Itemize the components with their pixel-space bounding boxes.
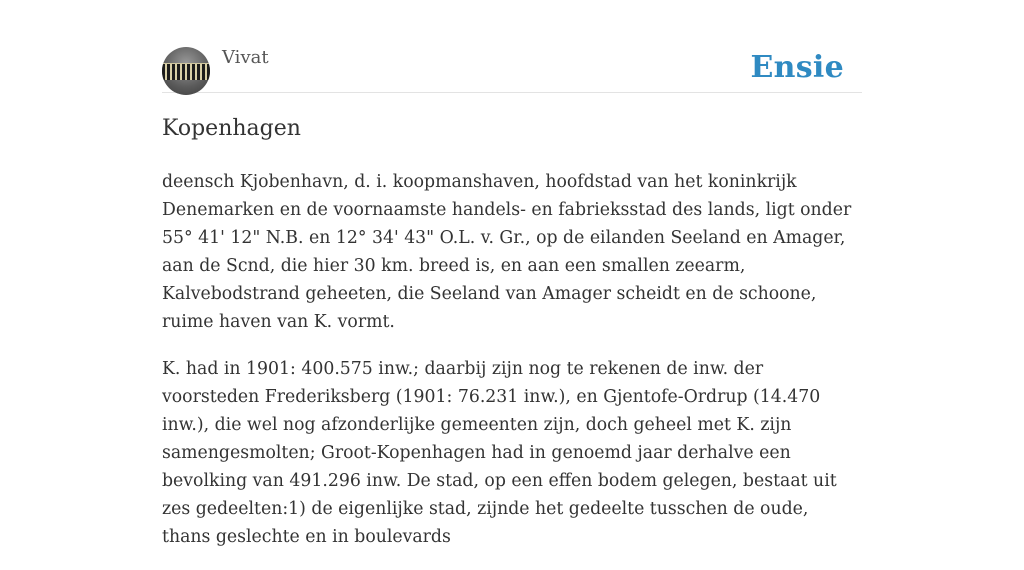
author-name[interactable]: Vivat bbox=[222, 47, 269, 68]
page-title: Kopenhagen bbox=[162, 116, 301, 141]
article-paragraph: deensch Kjobenhavn, d. i. koopmanshaven, hoofdstad van het koninkrijk Denemarken en de voornaamste handels- en fabrieksstad des lands, ligt onder 55° 41' 12" N.B. en 12° 34' 43" O.L. v. Gr., op de eilanden Seeland en Amager, aan de Scnd, die hier 30 km. breed is, en aan een smallen zeearm, Kalvebodstrand geheeten, die Seeland van Amager scheidt en de schoone, ruime haven van K. vormt. bbox=[162, 172, 852, 332]
ensie-logo[interactable]: Ensie bbox=[750, 50, 844, 85]
article-body bbox=[162, 168, 862, 570]
site-header bbox=[162, 44, 862, 93]
books-image bbox=[162, 64, 210, 80]
author-avatar[interactable] bbox=[162, 47, 210, 95]
article-paragraph: K. had in 1901: 400.575 inw.; daarbij zijn nog te rekenen de inw. der voorsteden Frederiksberg (1901: 76.231 inw.), en Gjentofe-Ordrup (14.470 inw.), die wel nog afzonderlijke gemeenten zijn, doch geheel met K. zijn samengesmolten; Groot-Kopenhagen had in genoemd jaar derhalve een bevolking van 491.296 inw. De stad, op een effen bodem gelegen, bestaat uit zes gedeelten:1) de eigenlijke stad, zijnde het gedeelte tusschen de oude, thans geslechte en in boulevards bbox=[162, 359, 837, 547]
